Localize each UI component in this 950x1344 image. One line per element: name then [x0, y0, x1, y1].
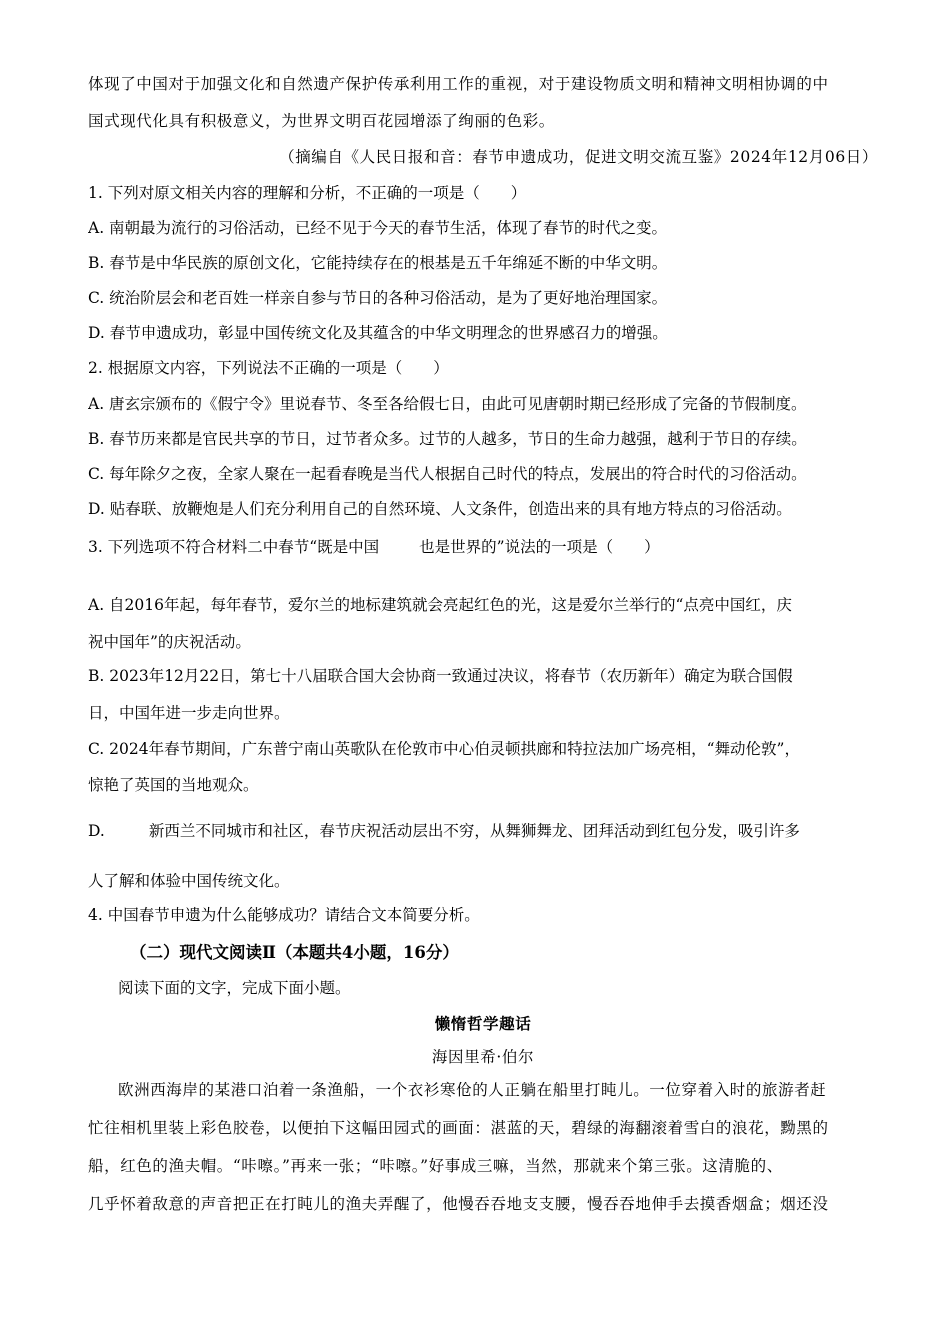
question-3-stem	[88, 536, 878, 558]
section-2-instruction: 阅读下面的文字，完成下面小题。	[118, 979, 351, 997]
passage-end-line-1: 体现了中国对于加强文化和自然遗产保护传承利用工作的重视，对于建设物质文明和精神文明相协调的中	[88, 75, 829, 93]
question-3-option-d-label: D.	[88, 822, 105, 840]
question-1-stem: 1. 下列对原文相关内容的理解和分析，不正确的一项是（ ）	[88, 184, 527, 202]
question-3-option-c-line-1: C. 2024年春节期间，广东普宁南山英歌队在伦敦市中心伯灵顿拱廊和特拉法加广场亮相，“舞动伦敦”，	[88, 740, 800, 758]
question-3-option-a-line-2: 祝中国年”的庆祝活动。	[88, 633, 251, 651]
question-3-option-c-line-2: 惊艳了英国的当地观众。	[88, 776, 259, 794]
question-2-option-a: A. 唐玄宗颁布的《假宁令》里说春节、冬至各给假七日，由此可见唐朝时期已经形成了完备的节假制度。	[88, 395, 807, 413]
question-3-option-d-line-2: 人了解和体验中国传统文化。	[88, 872, 290, 890]
question-3-option-d-line-1	[88, 820, 878, 842]
question-3-stem-part-2: 也是世界的”说法的一项是（ ）	[419, 538, 660, 556]
question-2-option-d: D. 贴春联、放鞭炮是人们充分利用自己的自然环境、人文条件，创造出来的具有地方特点的习俗活动。	[88, 500, 792, 518]
question-2-option-b: B. 春节历来都是官民共享的节日，过节者众多。过节的人越多，节日的生命力越强，越利于节日的存续。	[88, 430, 807, 448]
story-paragraph-1-line-2: 忙往相机里装上彩色胶卷，以便拍下这幅田园式的画面：湛蓝的天，碧绿的海翻滚着雪白的浪花，黝黑的	[88, 1119, 829, 1137]
question-1-option-b: B. 春节是中华民族的原创文化，它能持续存在的根基是五千年绵延不断的中华文明。	[88, 254, 668, 272]
question-1-option-c: C. 统治阶层会和老百姓一样亲自参与节日的各种习俗活动，是为了更好地治理国家。	[88, 289, 668, 307]
question-3-option-d-text: 新西兰不同城市和社区，春节庆祝活动层出不穷，从舞狮舞龙、团拜活动到红包分发，吸引许多	[148, 822, 800, 840]
story-author: 海因里希·伯尔	[431, 1048, 535, 1066]
question-4-stem: 4. 中国春节申遗为什么能够成功？请结合文本简要分析。	[88, 906, 480, 924]
passage-source: （摘编自《人民日报和音：春节申遗成功，促进文明交流互鉴》2024年12月06日）	[279, 148, 878, 166]
section-2-heading: （二）现代文阅读Ⅱ（本题共4小题，16分）	[130, 943, 459, 962]
story-paragraph-1-line-4: 几乎怀着敌意的声音把正在打盹儿的渔夫弄醒了，他慢吞吞地支支腰，慢吞吞地伸手去摸香烟盒；烟还没	[88, 1195, 829, 1213]
question-3-option-b-line-2: 日，中国年进一步走向世界。	[88, 704, 290, 722]
question-3-option-a-line-1: A. 自2016年起，每年春节，爱尔兰的地标建筑就会亮起红色的光，这是爱尔兰举行的“点亮中国红，庆	[88, 596, 792, 614]
passage-end-line-2: 国式现代化具有积极意义，为世界文明百花园增添了绚丽的色彩。	[88, 112, 555, 130]
question-1-option-a: A. 南朝最为流行的习俗活动，已经不见于今天的春节生活，体现了春节的时代之变。	[88, 219, 668, 237]
question-2-option-c: C. 每年除夕之夜，全家人聚在一起看春晚是当代人根据自己时代的特点，发展出的符合时代的习俗活动。	[88, 465, 807, 483]
story-title: 懒惰哲学趣话	[434, 1014, 532, 1033]
story-paragraph-1-line-3: 船，红色的渔夫帽。“咔嚓。”再来一张；“咔嚓。”好事成三嘛，当然，那就来个第三张。这清脆的、	[88, 1157, 783, 1175]
question-2-stem: 2. 根据原文内容，下列说法不正确的一项是（ ）	[88, 359, 449, 377]
question-3-stem-part-1: 3. 下列选项不符合材料二中春节“既是中国	[88, 538, 380, 556]
question-1-option-d: D. 春节申遗成功，彰显中国传统文化及其蕴含的中华文明理念的世界感召力的增强。	[88, 324, 668, 342]
question-3-option-b-line-1: B. 2023年12月22日，第七十八届联合国大会协商一致通过决议，将春节（农历新年）确定为联合国假	[88, 667, 793, 685]
story-paragraph-1-line-1: 欧洲西海岸的某港口泊着一条渔船，一个衣衫寒伧的人正躺在船里打盹儿。一位穿着入时的旅游者赶	[118, 1081, 827, 1099]
